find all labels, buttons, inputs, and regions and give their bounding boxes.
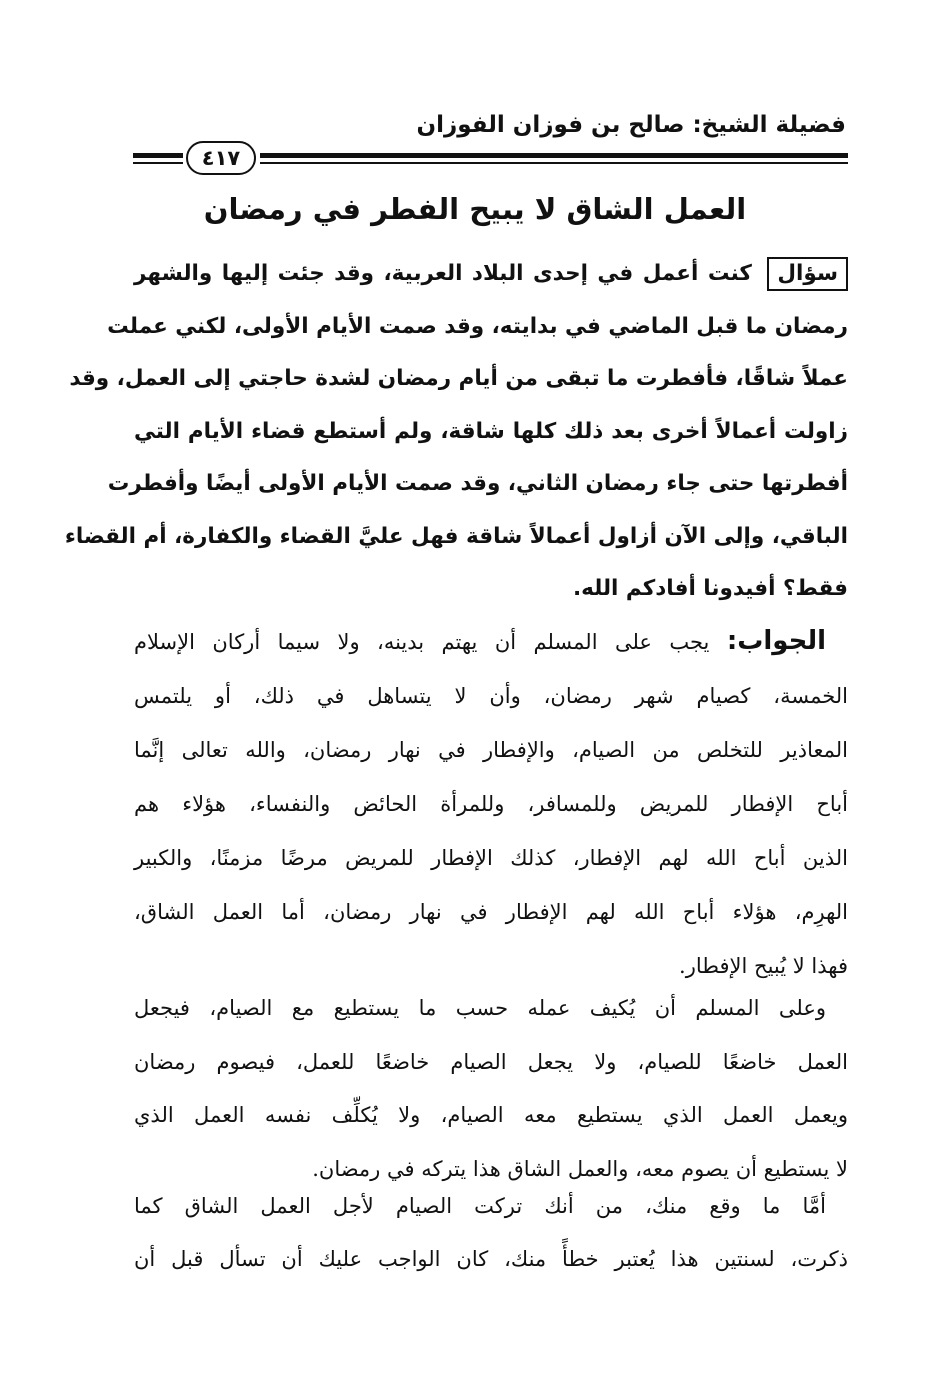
header-rule-thin bbox=[260, 162, 848, 164]
question-line-7: فقط؟ أفيدونا أفادكم الله. bbox=[573, 576, 848, 601]
running-header: فضيلة الشيخ: صالح بن فوزان الفوزان bbox=[416, 112, 846, 138]
question-line-5: أفطرتها حتى جاء رمضان الثاني، وقد صمت الأيام الأولى أيضًا وأفطرت bbox=[107, 471, 848, 496]
answer-line-4: أباح الإفطار للمريض وللمسافر، وللمرأة الحائض والنفساء، هؤلاء هم bbox=[134, 792, 848, 816]
paragraph-2-line-3: ويعمل العمل الذي يستطيع معه الصيام، ولا يُكلِّف نفسه العمل الذي bbox=[134, 1103, 848, 1127]
header-rule-short-thin bbox=[133, 162, 183, 164]
question-line-1: سؤال كنت أعمل في إحدى البلاد العربية، وقد جئت إليها والشهر bbox=[134, 248, 848, 301]
answer-block bbox=[134, 614, 848, 993]
header-rule bbox=[260, 153, 848, 158]
section-title: العمل الشاق لا يبيح الفطر في رمضان bbox=[203, 192, 747, 226]
question-line-2: رمضان ما قبل الماضي في بدايته، وقد صمت الأيام الأولى، لكني عملت bbox=[107, 313, 848, 339]
paragraph-2-line-2: العمل خاضعًا للصيام، ولا يجعل الصيام خاضعًا للعمل، فيصوم رمضان bbox=[134, 1049, 848, 1074]
question-label: سؤال bbox=[767, 257, 848, 291]
answer-line-5: الذين أباح الله لهم الإفطار، كذلك الإفطار للمريض مرضًا مزمنًا، والكبير bbox=[134, 846, 848, 870]
question-line-3: عملاً شاقًا، فأفطرت ما تبقى من أيام رمضان لشدة حاجتي إلى العمل، وقد bbox=[69, 366, 848, 391]
question-block bbox=[64, 248, 848, 616]
question-line-6: الباقي، وإلى الآن أزاول أعمالاً شاقة فهل عليَّ القضاء والكفارة، أم القضاء bbox=[64, 523, 848, 549]
question-line-4: زاولت أعمالاً أخرى بعد ذلك كلها شاقة، ولم أستطع قضاء الأيام التي bbox=[134, 418, 848, 444]
paragraph-3-line-1: أمَّا ما وقع منك، من أنك تركت الصيام لأجل العمل الشاق كما bbox=[134, 1194, 826, 1218]
answer-line-1: الجواب: يجب على المسلم أن يهتم بدينه، ولا سيما أركان الإسلام bbox=[134, 626, 826, 656]
answer-line-2: الخمسة، كصيام شهر رمضان، وأن لا يتساهل في ذلك، أو يلتمس bbox=[134, 684, 848, 708]
paragraph-2 bbox=[134, 982, 848, 1196]
header-rule-short bbox=[133, 153, 183, 158]
answer-line-7: فهذا لا يُبيح الإفطار. bbox=[679, 954, 848, 978]
answer-line-6: الهرِم، هؤلاء أباح الله لهم الإفطار في نهار رمضان، أما العمل الشاق، bbox=[134, 900, 849, 924]
paragraph-3 bbox=[134, 1180, 848, 1286]
answer-label: الجواب: bbox=[726, 626, 826, 656]
answer-line-3: المعاذير للتخلص من الصيام، والإفطار في نهار رمضان، والله تعالى إنَّما bbox=[134, 738, 848, 762]
page-number: ٤١٧ bbox=[186, 141, 256, 175]
paragraph-2-line-1: وعلى المسلم أن يُكيف عمله حسب ما يستطيع مع الصيام، فيجعل bbox=[134, 996, 826, 1020]
paragraph-3-line-2: ذكرت، لسنتين هذا يُعتبر خطأً منك، كان الواجب عليك أن تسأل قبل أن bbox=[134, 1247, 848, 1271]
paragraph-2-line-4: لا يستطيع أن يصوم معه، والعمل الشاق هذا يتركه في رمضان. bbox=[312, 1156, 848, 1181]
